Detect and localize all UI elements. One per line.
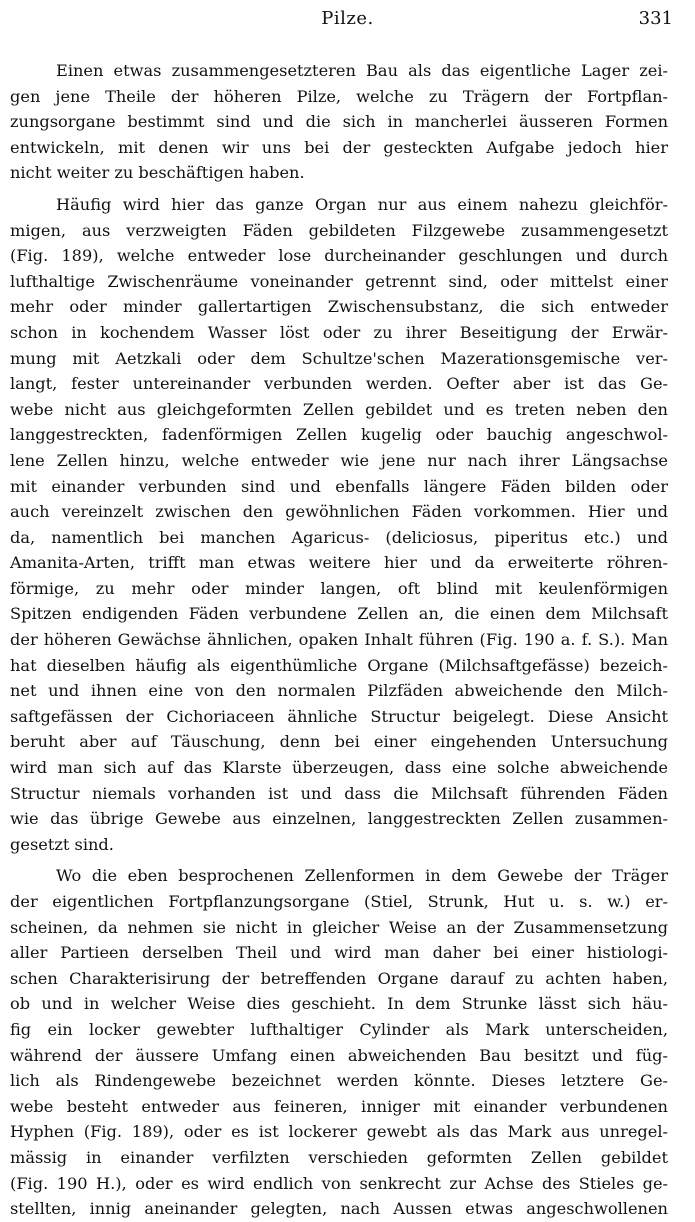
text-line: entwickeln, mit denen wir uns bei der gesteckten Aufgabe jedoch hier — [10, 137, 668, 157]
text-line: lufthaltige Zwischenräume voneinander getrennt sind, oder mittelst einer — [10, 271, 668, 291]
text-line: migen, aus verzweigten Fäden gebildeten Filzgewebe zusammengesetzt — [10, 220, 668, 240]
text-line: während der äussere Umfang einen abweichenden Bau besitzt und füg- — [10, 1045, 668, 1065]
text-line: gen jene Theile der höheren Pilze, welche zu Trägern der Fortpflan- — [10, 86, 668, 106]
text-line: Wo die eben besprochenen Zellenformen in dem Gewebe der Träger — [56, 866, 668, 886]
paragraph — [10, 192, 668, 857]
text-line: zungsorgane bestimmt sind und die sich in mancherlei äusseren Formen — [10, 112, 668, 132]
text-line: der eigentlichen Fortpflanzungsorgane (Stiel, Strunk, Hut u. s. w.) er- — [10, 892, 668, 911]
text-line: saftgefässen der Cichoriaceen ähnliche Structur beigelegt. Diese Ansicht — [10, 706, 668, 726]
text-line: (Fig. 189), welche entweder lose durcheinander geschlungen und durch — [10, 246, 668, 266]
text-line: schon in kochendem Wasser löst oder zu ihrer Beseitigung der Erwär- — [10, 322, 668, 342]
body-text — [10, 58, 668, 1222]
text-line: wird man sich auf das Klarste überzeugen, dass eine solche abweichende — [10, 758, 668, 778]
text-line: aller Partieen derselben Theil und wird man daher bei einer histiologi- — [10, 943, 668, 963]
text-line: Hyphen (Fig. 189), oder es ist lockerer gewebt als das Mark aus unregel- — [10, 1122, 668, 1142]
text-line: mung mit Aetzkali oder dem Schultze'schen Mazerationsgemische ver- — [10, 348, 668, 368]
text-line: lene Zellen hinzu, welche entweder wie jene nur nach ihrer Längsachse — [10, 450, 668, 470]
page-number: 331 — [638, 8, 673, 29]
text-line: mehr oder minder gallertartigen Zwischensubstanz, die sich entweder — [10, 297, 668, 317]
text-line: fig ein locker gewebter lufthaltiger Cylinder als Mark unterscheiden, — [10, 1019, 668, 1039]
text-line: langgestreckten, fadenförmigen Zellen kugelig oder bauchig angeschwol- — [10, 425, 668, 445]
text-line: stellten, innig aneinander gelegten, nach Aussen etwas angeschwollenen — [10, 1199, 668, 1219]
text-line: nicht weiter zu beschäftigen haben. — [10, 163, 305, 183]
text-line: langt, fester untereinander verbunden werden. Oefter aber ist das Ge- — [10, 374, 668, 394]
paragraph — [10, 58, 668, 186]
text-line: mässig in einander verfilzten verschieden geformten Zellen gebildet — [10, 1147, 668, 1167]
text-line: ob und in welcher Weise dies geschieht. In dem Strunke lässt sich häu- — [10, 994, 668, 1014]
page-title: Pilze. — [321, 8, 374, 29]
text-line: hat dieselben häufig als eigenthümliche Organe (Milchsaftgefässe) bezeich- — [10, 655, 668, 675]
text-line: net und ihnen eine von den normalen Pilzfäden abweichende den Milch- — [10, 681, 668, 701]
text-line: schen Charakterisirung der betreffenden Organe darauf zu achten haben, — [10, 968, 668, 988]
text-line: gesetzt sind. — [10, 834, 114, 854]
text-line: förmige, zu mehr oder minder langen, oft blind mit keulenförmigen — [10, 578, 668, 598]
text-line: lich als Rindengewebe bezeichnet werden könnte. Dieses letztere Ge- — [10, 1071, 668, 1091]
text-line: webe besteht entweder aus feineren, inniger mit einander verbundenen — [10, 1096, 668, 1116]
text-line: Häufig wird hier das ganze Organ nur aus einem nahezu gleichför- — [56, 194, 668, 214]
text-line: der höheren Gewächse ähnlichen, opaken Inhalt führen (Fig. 190 a. f. S.). Man — [10, 630, 668, 650]
text-line: auch vereinzelt zwischen den gewöhnlichen Fäden vorkommen. Hier und — [10, 502, 668, 522]
text-line: Amanita-Arten, trifft man etwas weitere hier und da erweiterte röhren- — [10, 553, 668, 573]
paragraph — [10, 863, 668, 1221]
text-line: Spitzen endigenden Fäden verbundene Zellen an, die einen dem Milchsaft — [10, 604, 668, 624]
text-line: Einen etwas zusammengesetzteren Bau als das eigentliche Lager zei- — [56, 61, 668, 80]
text-line: da, namentlich bei manchen Agaricus- (deliciosus, piperitus etc.) und — [10, 527, 668, 547]
text-line: webe nicht aus gleichgeformten Zellen gebildet und es treten neben den — [10, 399, 668, 419]
text-line: wie das übrige Gewebe aus einzelnen, langgestreckten Zellen zusammen- — [10, 809, 668, 829]
text-line: Structur niemals vorhanden ist und dass die Milchsaft führenden Fäden — [10, 783, 668, 803]
text-line: mit einander verbunden sind und ebenfalls längere Fäden bilden oder — [10, 476, 668, 496]
text-line: beruht aber auf Täuschung, denn bei einer eingehenden Untersuchung — [10, 732, 668, 752]
running-header — [0, 8, 695, 36]
text-line: scheinen, da nehmen sie nicht in gleicher Weise an der Zusammensetzung — [10, 917, 668, 937]
text-line: (Fig. 190 H.), oder es wird endlich von senkrecht zur Achse des Stieles ge- — [10, 1173, 668, 1193]
